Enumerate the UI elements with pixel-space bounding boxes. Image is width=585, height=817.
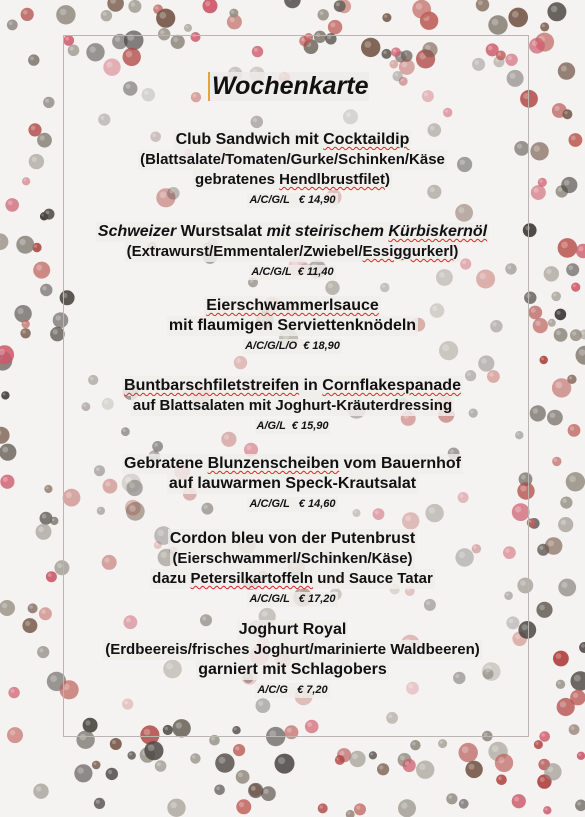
peppercorn [144, 741, 163, 760]
peppercorn-highlight [462, 746, 469, 753]
dish-name: Buntbarschfiletstreifen in Cornflakespanade [124, 377, 461, 394]
peppercorn-highlight [578, 753, 581, 756]
peppercorn [275, 754, 295, 774]
dish-ingredients-2: gebratenes Hendlbrustfilet) [194, 171, 391, 188]
dish-price: A/G/L € 15,90 [256, 420, 329, 432]
peppercorn [318, 9, 329, 20]
dish-name: Joghurt Royal [238, 621, 347, 638]
peppercorn-highlight [46, 211, 50, 215]
peppercorn [236, 799, 251, 814]
dish-price: A/C/G/L/O € 18,90 [245, 340, 340, 352]
peppercorn [382, 13, 391, 22]
peppercorn-highlight [129, 753, 132, 756]
dish-name: Eierschwammerlsauce [206, 297, 379, 314]
peppercorn-highlight [93, 762, 96, 765]
peppercorn [33, 784, 48, 799]
peppercorn [203, 0, 218, 13]
peppercorn-highlight [541, 761, 545, 765]
peppercorn [377, 763, 389, 775]
dish-wurstsalat [0, 222, 585, 280]
peppercorn [56, 5, 75, 24]
peppercorn-highlight [230, 17, 235, 22]
peppercorn-highlight [541, 357, 544, 360]
dish-cordon-bleu [0, 529, 585, 607]
peppercorn-highlight [60, 9, 67, 16]
peppercorn-highlight [320, 11, 324, 15]
peppercorn [40, 512, 53, 525]
peppercorn [398, 799, 416, 817]
peppercorn [369, 751, 377, 759]
peppercorn [184, 24, 192, 32]
peppercorn-highlight [192, 755, 196, 759]
peppercorn-highlight [400, 755, 405, 760]
peppercorn-highlight [231, 10, 234, 13]
peppercorn-highlight [160, 30, 164, 34]
peppercorn-highlight [52, 518, 55, 521]
peppercorn [496, 775, 507, 786]
peppercorn [529, 38, 545, 54]
peppercorn-highlight [577, 802, 581, 806]
peppercorn-highlight [157, 762, 161, 766]
dish-joghurt-royal [0, 620, 585, 698]
peppercorn-highlight [370, 753, 373, 756]
peppercorn [412, 0, 431, 19]
peppercorn-highlight [96, 800, 100, 804]
peppercorn-highlight [571, 726, 575, 730]
dish-description: auf lauwarmen Speck-Krautsalat [168, 475, 417, 492]
peppercorn-highlight [36, 786, 41, 791]
peppercorn [488, 15, 507, 34]
peppercorn [215, 753, 234, 772]
peppercorn-highlight [30, 56, 34, 60]
peppercorn-highlight [108, 770, 112, 774]
peppercorn-highlight [461, 801, 464, 804]
peppercorn-highlight [185, 25, 188, 28]
peppercorn-highlight [469, 764, 475, 770]
peppercorn [40, 284, 52, 296]
peppercorn [534, 740, 543, 749]
peppercorn-highlight [112, 740, 116, 744]
dish-ingredients: (Erdbeereis/frisches Joghurt/marinierte Waldbeeren) [105, 641, 480, 658]
peppercorn-highlight [573, 284, 576, 287]
peppercorn [261, 786, 276, 801]
peppercorn [284, 0, 301, 8]
peppercorn [190, 753, 200, 763]
peppercorn-highlight [219, 757, 226, 764]
peppercorn [547, 2, 566, 21]
peppercorn-highlight [405, 761, 410, 766]
peppercorn-highlight [542, 24, 545, 27]
peppercorn-highlight [498, 776, 502, 780]
page-title: Wochenkarte [208, 72, 369, 101]
peppercorn-highlight [211, 737, 215, 741]
dish-price: A/C/G/L € 11,40 [251, 266, 334, 278]
peppercorn [459, 799, 469, 809]
peppercorn [249, 784, 262, 797]
peppercorn [236, 770, 250, 784]
peppercorn [558, 62, 575, 79]
peppercorn-highlight [238, 772, 243, 777]
peppercorn [214, 785, 225, 796]
peppercorn [543, 806, 551, 814]
peppercorn-highlight [498, 757, 504, 763]
dish-ingredients: (Blattsalate/Tomaten/Gurke/Schinken/Käse [140, 151, 445, 168]
peppercorn [110, 738, 122, 750]
peppercorn [544, 763, 561, 780]
peppercorn-highlight [419, 764, 425, 770]
peppercorn-highlight [514, 797, 519, 802]
peppercorn [557, 698, 575, 716]
peppercorn [540, 356, 548, 364]
peppercorn-highlight [42, 514, 47, 519]
dish-price: A/C/G/L € 14,60 [249, 498, 336, 510]
peppercorn [74, 764, 92, 782]
peppercorn [156, 9, 175, 28]
peppercorn [416, 761, 434, 779]
peppercorn-highlight [42, 286, 46, 290]
dish-blunzen [0, 454, 585, 512]
peppercorn [128, 751, 136, 759]
peppercorn [7, 727, 23, 743]
dish-price: A/C/G/L € 17,20 [249, 593, 336, 605]
peppercorn [7, 20, 18, 31]
peppercorn [155, 760, 167, 772]
peppercorn-highlight [103, 12, 107, 16]
peppercorn-highlight [278, 757, 285, 764]
peppercorn [128, 0, 141, 13]
peppercorn [334, 0, 346, 12]
dish-name: Cordon bleu von der Putenbrust [169, 530, 416, 547]
peppercorn-highlight [401, 802, 407, 808]
peppercorn-highlight [564, 111, 567, 114]
peppercorn-highlight [239, 802, 244, 807]
peppercorn [577, 752, 585, 760]
peppercorn [233, 744, 245, 756]
peppercorn-highlight [412, 742, 416, 746]
peppercorn [21, 8, 34, 21]
peppercorn-highlight [340, 751, 345, 756]
peppercorn-highlight [541, 733, 545, 737]
dish-side: dazu Petersilkartoffeln und Sauce Tatar [152, 570, 433, 587]
peppercorn [354, 803, 366, 815]
dish-buntbarsch [0, 376, 585, 434]
peppercorn-highlight [235, 746, 239, 750]
peppercorn-highlight [216, 786, 220, 790]
dish-club-sandwich [0, 130, 585, 208]
peppercorn-highlight [492, 19, 499, 26]
peppercorn-highlight [148, 744, 155, 751]
peppercorn [403, 759, 416, 772]
peppercorn-highlight [347, 811, 350, 814]
peppercorn-highlight [540, 777, 545, 782]
peppercorn-highlight [512, 11, 519, 18]
peppercorn-highlight [205, 1, 210, 6]
peppercorn [44, 209, 55, 220]
peppercorn-highlight [9, 21, 13, 25]
peppercorn [438, 739, 447, 748]
peppercorn-highlight [159, 12, 166, 19]
peppercorn-highlight [379, 765, 383, 769]
peppercorn [50, 517, 58, 525]
peppercorn [540, 22, 549, 31]
peppercorn-highlight [320, 805, 323, 808]
peppercorn-highlight [545, 808, 548, 811]
peppercorn [167, 799, 185, 817]
peppercorn [495, 754, 513, 772]
peppercorn-highlight [45, 99, 49, 103]
peppercorn [337, 748, 351, 762]
peppercorn [94, 798, 105, 809]
peppercorn-highlight [131, 2, 136, 7]
peppercorn-highlight [41, 610, 46, 615]
peppercorn-highlight [478, 0, 483, 5]
peppercorn [562, 109, 572, 119]
peppercorn [508, 8, 528, 28]
peppercorn-highlight [551, 6, 558, 13]
dish-description: mit flaumigen Serviettenknödeln [168, 317, 417, 334]
peppercorn [512, 794, 526, 808]
dish-description: garniert mit Schlagobers [198, 661, 387, 678]
peppercorn-highlight [23, 10, 28, 15]
peppercorn [92, 761, 101, 770]
peppercorn-highlight [352, 754, 358, 760]
peppercorn-highlight [251, 786, 256, 791]
peppercorn [571, 283, 580, 292]
dish-name: Club Sandwich mit Cocktaildip [175, 131, 410, 148]
peppercorn-highlight [561, 66, 567, 72]
peppercorn [446, 793, 457, 804]
peppercorn [229, 9, 238, 18]
dish-name: Gebratene Blunzenscheiben vom Bauernhof [124, 455, 461, 472]
peppercorn-highlight [555, 106, 560, 111]
peppercorn-highlight [336, 2, 340, 6]
peppercorn-highlight [77, 767, 83, 773]
dish-price: A/C/G/L € 14,90 [249, 194, 336, 206]
peppercorn-highlight [448, 795, 452, 799]
peppercorn-highlight [532, 41, 538, 47]
dish-name: Schweizer Wurstsalat mit steirischem Kürbiskernöl [97, 223, 488, 240]
peppercorn-highlight [416, 3, 423, 10]
peppercorn [539, 731, 550, 742]
peppercorn [28, 54, 39, 65]
peppercorn [328, 20, 342, 34]
dish-description: auf Blattsalaten mit Joghurt-Kräuterdressing [132, 397, 453, 414]
peppercorn [465, 761, 482, 778]
peppercorn-highlight [384, 15, 387, 18]
peppercorn [43, 97, 54, 108]
peppercorn-highlight [535, 742, 538, 745]
peppercorn [101, 10, 112, 21]
peppercorn [106, 768, 118, 780]
peppercorn [410, 740, 420, 750]
peppercorn [349, 751, 365, 767]
dish-eierschwammerlsauce [0, 296, 585, 354]
peppercorn [318, 803, 328, 813]
peppercorn-highlight [2, 447, 8, 453]
peppercorn [459, 743, 478, 762]
peppercorn-highlight [356, 806, 360, 810]
peppercorn-highlight [547, 766, 553, 772]
dish-price: A/C/G € 7,20 [257, 684, 328, 696]
peppercorn [569, 724, 580, 735]
peppercorn-highlight [440, 741, 443, 744]
peppercorn-highlight [10, 730, 16, 736]
peppercorn-highlight [561, 520, 566, 525]
peppercorn-highlight [560, 701, 566, 707]
peppercorn-highlight [264, 789, 269, 794]
peppercorn-highlight [492, 745, 499, 752]
dish-ingredients: (Extrawurst/Emmentaler/Zwiebel/Essiggurkerl) [126, 243, 459, 260]
peppercorn-highlight [171, 802, 177, 808]
peppercorn-highlight [155, 6, 158, 9]
dish-ingredients: (Eierschwammerl/Schinken/Käse) [172, 550, 413, 567]
peppercorn [39, 607, 52, 620]
peppercorn-highlight [330, 22, 335, 27]
